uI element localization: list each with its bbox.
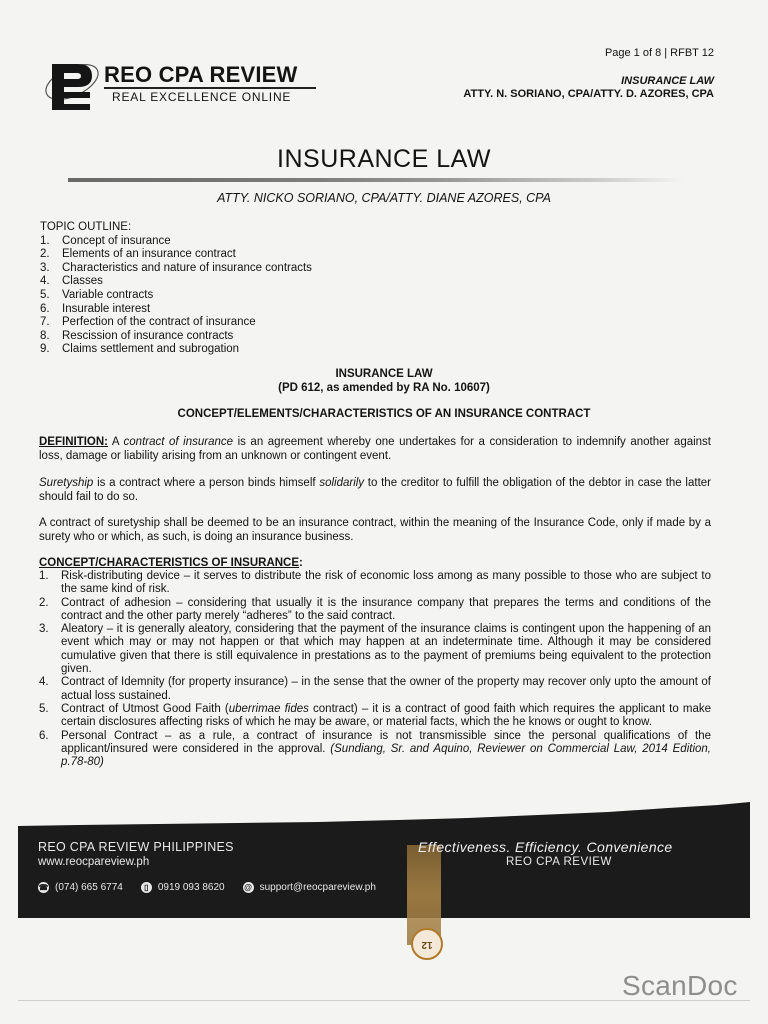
suretyship-term: Suretyship [39,477,94,489]
footer-phone2: 0919 093 8620 [157,882,225,893]
definition-paragraph: DEFINITION: A contract of insurance is an agreement whereby one undertakes for a consideration to indemnify another against loss, damage or liability arising from an unknown or contingent event. [39,436,712,462]
footer-brand: REO CPA REVIEW [506,856,612,868]
footer-website[interactable]: www.reocpareview.ph [38,856,150,868]
footer-org: REO CPA REVIEW PHILIPPINES [38,840,234,854]
brand-title: REO CPA REVIEW [104,62,298,87]
outline-item: 1. Concept of insurance [40,234,171,247]
header-doc-title: INSURANCE LAW [621,75,714,87]
email-icon: @ [244,883,252,892]
characteristics-heading: CONCEPT/CHARACTERISTICS OF INSURANCE: [39,557,303,569]
page-info: Page 1 of 8 | RFBT 12 [604,47,714,59]
outline-item: 8. Rescission of insurance contracts [40,329,234,342]
outline-heading: TOPIC OUTLINE: [40,221,132,233]
scandoc-watermark: ScanDoc [622,970,738,1001]
topic-outline [40,221,312,357]
outline-item: 9. Claims settlement and subrogation [40,343,240,356]
reo-logo-icon [42,56,100,112]
law-title: INSURANCE LAW [335,368,433,380]
phone-icon: ☎ [38,883,49,892]
page-title: INSURANCE LAW [277,145,491,173]
brand-subtitle: REAL EXCELLENCE ONLINE [112,90,292,104]
list-item: 5. Contract of Utmost Good Faith (uberrimae fides contract) – it is a contract of good faith which requires the applicant to make certain disclosures affecting risks of which he may be aware, or material facts, which the he knows or ought to know. [39,702,711,729]
brand-logo [40,50,320,116]
footer-email[interactable]: support@reocpareview.ph [259,882,376,893]
outline-item: 2. Elements of an insurance contract [40,248,236,261]
list-item: 6. Personal Contract – as a rule, a contract of insurance is not transmissible since the personal qualifications of the applicant/insured were considered in the approval. (Sundiang, Sr. and Aquino, Reviewer on Commercial Law, 2014 Edition, p.78-80) [39,729,711,769]
list-item: 1. Risk-distributing device – it serves to distribute the risk of economic loss among as many possible to those who are subject to the same kind of risk. [39,570,711,596]
characteristics-list [39,570,711,769]
header-authors: ATTY. N. SORIANO, CPA/ATTY. D. AZORES, CPA [463,88,714,100]
outline-item: 3. Characteristics and nature of insurance contracts [40,261,312,274]
suretyship-note: A contract of suretyship shall be deemed to be an insurance contract, within the meaning of the Insurance Code, only if made by a surety who or which, as such, is doing an insurance business. [39,517,711,543]
concept-heading: CONCEPT/ELEMENTS/CHARACTERISTICS OF AN INSURANCE CONTRACT [177,408,591,420]
definition-term: contract of insurance [123,436,234,448]
outline-item: 7. Perfection of the contract of insurance [40,316,256,329]
brand-divider [104,87,316,89]
law-subtitle: (PD 612, as amended by RA No. 10607) [278,382,490,394]
outline-item: 4. Classes [40,275,103,288]
footer-phone1: (074) 665 6774 [55,882,123,893]
list-item: 3. Aleatory – it is generally aleatory, considering that the payment of the insurance claims is contingent upon the happening of an event which may or may not happen or that which may happen at an indeterminate time. Although it may be considered cumulative given that there is still equivalence in prestations as to the payment of premiums being equivalent to the protection given. [39,623,711,676]
list-item: 2. Contract of adhesion – considering that usually it is the insurance company that prepares the terms and conditions of the contract and the other party merely “adheres” to the said contract. [39,596,711,622]
page-badge: 12 [411,928,443,960]
outline-item: 5. Variable contracts [40,288,154,301]
suretyship-paragraph: Suretyship is a contract where a person binds himself solidarily to the creditor to fulfill the obligation of the debtor in case the latter should fail to do so. [39,477,711,503]
title-divider [68,178,684,182]
list-item: 4. Contract of Idemnity (for property insurance) – in the sense that the owner of the property may recover only upto the amount of actual loss sustained. [39,676,711,702]
mobile-icon: ▯ [141,882,152,893]
footer-contacts [38,882,376,893]
footer-tagline: Effectiveness. Efficiency. Convenience [418,839,673,855]
definition-label: DEFINITION: [39,436,108,448]
outline-item: 6. Insurable interest [40,302,151,315]
authors-line: ATTY. NICKO SORIANO, CPA/ATTY. DIANE AZORES, CPA [217,191,551,205]
